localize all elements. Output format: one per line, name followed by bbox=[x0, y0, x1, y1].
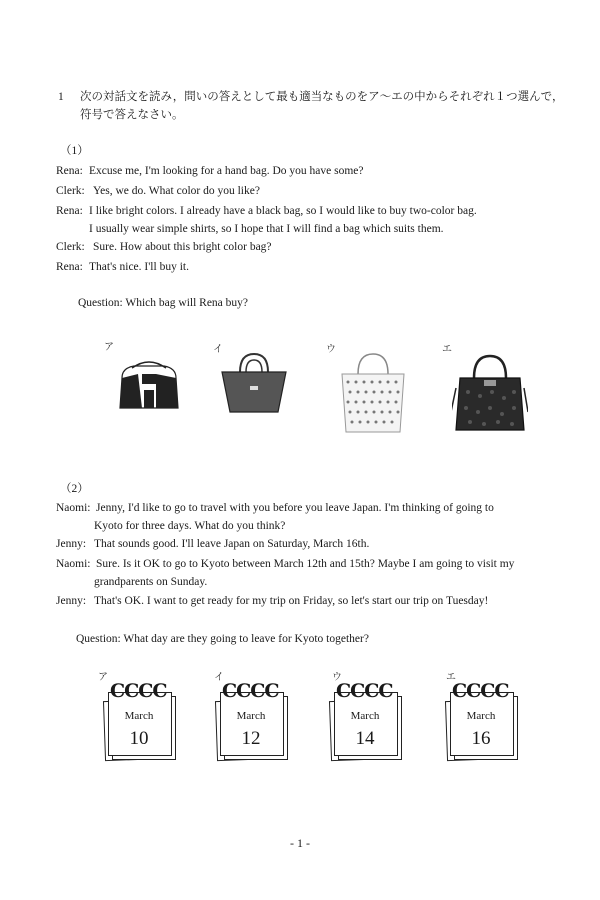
calendar-month: March bbox=[124, 710, 154, 722]
calendar-rings: CCCC bbox=[110, 680, 167, 702]
bag-e-image bbox=[452, 352, 528, 436]
speaker: Clerk: bbox=[56, 241, 85, 253]
section-2-question: Question: What day are they going to leave for Kyoto together? bbox=[76, 633, 369, 645]
calendar-month: March bbox=[350, 710, 380, 722]
speaker: Naomi: bbox=[56, 502, 91, 514]
instruction-line-2: 符号で答えなさい。 bbox=[80, 109, 184, 121]
calendar-rings: CCCC bbox=[222, 680, 279, 702]
section-2-label: （2） bbox=[60, 483, 89, 495]
calendar-day: 12 bbox=[241, 728, 261, 749]
speaker: Rena: bbox=[56, 261, 83, 273]
section-1-question: Question: Which bag will Rena buy? bbox=[78, 297, 249, 309]
dialogue-line: Sure. How about this bright color bag? bbox=[93, 241, 272, 253]
instruction-line-1: 次の対話文を読み，問いの答えとして最も適当なものをア～エの中からそれぞれ１つ選んで， bbox=[80, 91, 564, 103]
choice-label-u: ウ bbox=[332, 672, 342, 683]
dialogue-line: That's nice. I'll buy it. bbox=[89, 261, 189, 273]
choice-label-e: エ bbox=[446, 672, 456, 683]
dialogue-line: Kyoto for three days. What do you think? bbox=[94, 520, 286, 532]
dialogue-line: Sure. Is it OK to go to Kyoto between March 12th and 15th? Maybe I am going to visit my bbox=[96, 558, 515, 570]
choice-label-i: イ bbox=[213, 344, 223, 355]
dialogue-line: grandparents on Sunday. bbox=[94, 576, 208, 588]
speaker: Naomi: bbox=[56, 558, 91, 570]
choice-label-e: エ bbox=[442, 344, 452, 355]
calendar-month: March bbox=[466, 710, 496, 722]
calendar-day: 16 bbox=[471, 728, 491, 749]
calendar-a bbox=[100, 680, 178, 760]
dialogue-line: Excuse me, I'm looking for a hand bag. Do you have some? bbox=[89, 165, 364, 177]
dialogue-line: Jenny, I'd like to go to travel with you before you leave Japan. I'm thinking of going to bbox=[96, 502, 494, 514]
dialogue-line: Yes, we do. What color do you like? bbox=[93, 185, 260, 197]
speaker: Rena: bbox=[56, 205, 83, 217]
section-1-label: （1） bbox=[60, 145, 89, 157]
calendar-u bbox=[326, 680, 404, 760]
bag-u-image bbox=[338, 352, 408, 436]
dialogue-line: I usually wear simple shirts, so I hope that I will find a bag which suits them. bbox=[89, 223, 444, 235]
calendar-month: March bbox=[236, 710, 266, 722]
choice-label-a: ア bbox=[98, 672, 108, 683]
question-number: 1 bbox=[58, 91, 64, 103]
bag-a-image bbox=[112, 360, 186, 416]
dialogue-line: That sounds good. I'll leave Japan on Saturday, March 16th. bbox=[94, 538, 370, 550]
choice-label-a: ア bbox=[104, 342, 114, 353]
calendar-e bbox=[442, 680, 520, 760]
calendar-rings: CCCC bbox=[336, 680, 393, 702]
speaker: Jenny: bbox=[56, 595, 87, 607]
bag-i-image bbox=[216, 350, 292, 416]
calendar-day: 14 bbox=[355, 728, 375, 749]
dialogue-line: I like bright colors. I already have a black bag, so I would like to buy two-color bag. bbox=[89, 205, 477, 217]
dialogue-line: That's OK. I want to get ready for my trip on Friday, so let's start our trip on Tuesday! bbox=[94, 595, 489, 607]
choice-label-i: イ bbox=[214, 672, 224, 683]
page-number: - 1 - bbox=[290, 836, 310, 850]
calendar-day: 10 bbox=[129, 728, 149, 749]
calendar-rings: CCCC bbox=[452, 680, 509, 702]
choice-label-u: ウ bbox=[326, 344, 336, 355]
calendar-i bbox=[212, 680, 290, 760]
speaker: Jenny: bbox=[56, 538, 87, 550]
speaker: Rena: bbox=[56, 165, 83, 177]
speaker: Clerk: bbox=[56, 185, 85, 197]
